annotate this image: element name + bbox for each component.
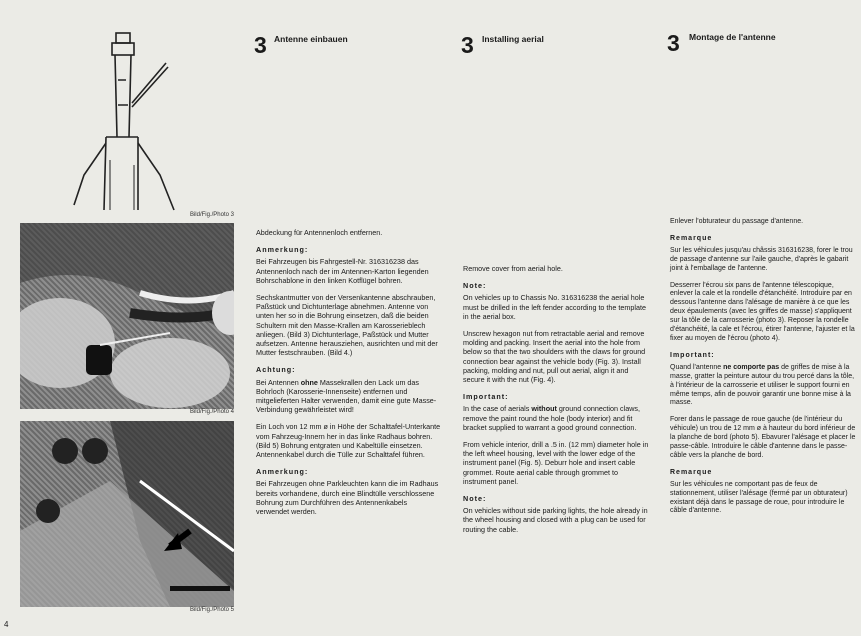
block-text: Bei Antennen ohne Massekrallen den Lack um das Bohrloch (Karosserie-Innenseite) entfernen und mitgelieferten Halter verwenden, damit eine gute Masse-Verbindung gewährleistet wird! xyxy=(256,377,437,415)
figure-5-photo xyxy=(20,421,234,607)
block-heading: Anmerkung: xyxy=(256,467,309,477)
figure-3-caption: Bild/Fig./Photo 3 xyxy=(189,212,234,218)
figure-4-photo xyxy=(20,223,234,409)
section-title-en: Installing aerial xyxy=(482,34,544,44)
block-text: On vehicles without side parking lights, the hole already in the wheel housing and closed with a plug can be used for routing the cable. xyxy=(463,506,648,534)
section-title-fr: Montage de l'antenne xyxy=(689,32,776,42)
block-heading: Important: xyxy=(463,392,509,402)
section-title-de: Antenne einbauen xyxy=(274,34,348,44)
block-text: Unscrew hexagon nut from retractable aerial and remove molding and packing. Insert the aerial into the hole from below so that the two shoulders with the claws for ground connection bear against the vehicle body (Fig. 3). Install packing, molding and nut, pull out aerial, align it and secure it with the nut (Fig. 4). xyxy=(463,329,646,385)
block-text: Sur les véhicules ne comportant pas de feux de stationnement, utiliser l'alésage (fermé par un obturateur) existant déjà dans le passage de roue, pour introduire le câble d'antenne. xyxy=(670,480,848,515)
figure-3-drawing xyxy=(70,25,240,215)
block-text: Sur les véhicules jusqu'au châssis 316316238, forer le trou de passage d'antenne sur l'aile gauche, d'après le gabarit joint à l'emballage de l'antenne. xyxy=(670,246,853,272)
block-text: In the case of aerials without ground connection claws, remove the paint round the hole (body interior) and fit bracket supplied to warrant a good ground connection. xyxy=(463,404,640,432)
block-heading: Important: xyxy=(670,351,715,359)
block-heading: Note: xyxy=(463,281,487,291)
intro-text: Abdeckung für Antennenloch entfernen. xyxy=(256,228,383,237)
section-number-fr: 3 xyxy=(667,30,680,56)
block-text: Bei Fahrzeugen ohne Parkleuchten kann die im Radhaus bereits vorhandene, durch eine Blindtülle verschlossene Bohrung zum Durchführen des Antennenkabels verwendet werden. xyxy=(256,479,439,517)
block-heading: Remarque xyxy=(670,234,713,242)
block-text: Bei Fahrzeugen bis Fahrgestell-Nr. 316316238 das Antennenloch nach der im Antennen-Karton liegenden Bohrschablone in den linken Kotflügel bohren. xyxy=(256,257,429,285)
block-text: Quand l'antenne ne comporte pas de griffes de mise à la masse, gratter la peinture autour du trou percé dans la tôle, à l'intérieur de la carrosserie et utiliser le support fourni en même temps, afin de pouvoir garantir une bonne mise à la masse. xyxy=(670,363,855,407)
section-number-de: 3 xyxy=(254,32,267,58)
block-text: Desserrer l'écrou six pans de l'antenne télescopique, enlever la cale et la rondelle d'étanchéité. Introduire par en dessous l'antenne dans l'alésage de manière à ce que les deux épaulements (avec les griffes de masse) s'appliquent sur la tôle de la carrosserie (photo 3). Reposer la rondelle d'étanchéité, la cale et l'écrou, étirer l'antenne, l'ajuster et la fixer au moyen de l'écrou (photo 4). xyxy=(670,281,855,342)
block-text: On vehicles up to Chassis No. 316316238 the aerial hole must be drilled in the left fender according to the template in the aerial box. xyxy=(463,293,646,321)
block-text: Forer dans le passage de roue gauche (de l'intérieur du véhicule) un trou de 12 mm ø à hauteur du bord inférieur de la planche de bord (photo 5). Ebavurer l'alésage et placer le passe-câble. Introduire le câble d'antenne dans le passe-câble vers la planche de bord. xyxy=(670,416,856,459)
section-number-en: 3 xyxy=(461,32,474,58)
column-german xyxy=(256,228,442,524)
figure-4-caption: Bild/Fig./Photo 4 xyxy=(189,409,234,415)
block-text: Sechskantmutter von der Versenkantenne abschrauben, Paßstück und Dichtunterlage abnehmen. Antenne von unten her so in die Bohrung einsetzen, daß die beiden Schultern mit den Masse-Krallen am Karosserieblech anliegen. (Bild 3) Dichtunterlage, Paßstück und Mutter aufsetzen. Antenne herausziehen, ausrichten und mit der Mutter festschrauben. (Bild 4.) xyxy=(256,293,438,358)
block-heading: Remarque xyxy=(670,468,713,476)
block-heading: Anmerkung: xyxy=(256,245,309,255)
column-french xyxy=(670,218,856,524)
column-english xyxy=(463,264,651,542)
figure-5-caption: Bild/Fig./Photo 5 xyxy=(189,607,234,613)
page-number: 4 xyxy=(4,620,9,629)
intro-text: Enlever l'obturateur du passage d'antenne. xyxy=(670,218,804,225)
block-heading: Note: xyxy=(463,494,487,504)
block-heading: Achtung: xyxy=(256,365,296,375)
intro-text: Remove cover from aerial hole. xyxy=(463,264,563,273)
block-text: Ein Loch von 12 mm ø in Höhe der Schalttafel-Unterkante vom Fahrzeug-Innern her in das linke Radhaus bohren. (Bild 5) Bohrung entgraten und Kabeltülle einsetzen. Antennenkabel durch die Tülle zur Schalttafel führen. xyxy=(256,422,441,460)
block-text: From vehicle interior, drill a .5 in. (12 mm) diameter hole in the left wheel housing, level with the lower edge of the instrument panel (Fig. 5). Deburr hole and insert cable grommet. Route aerial cable through grommet to instrument panel. xyxy=(463,440,649,486)
